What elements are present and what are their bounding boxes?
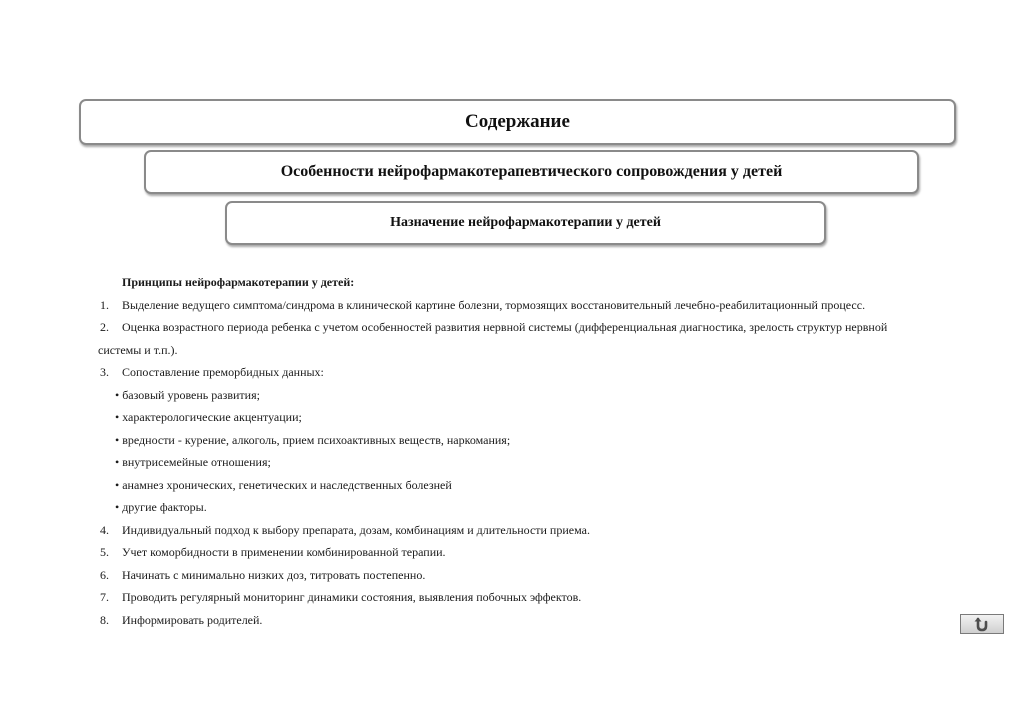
item-text: Индивидуальный подход к выбору препарата, дозам, комбинациям и длительности приема. [122,522,590,537]
sub-item-text: внутрисемейные отношения; [122,455,271,469]
item-number: 3. [100,365,109,379]
principle-item-3 [98,361,928,384]
item-text: Проводить регулярный мониторинг динамики состояния, выявления побочных эффектов. [122,590,582,604]
bullet-icon: • [115,455,120,469]
principles-section [98,271,928,631]
principle-item-1 [98,294,928,317]
subsection-title-box[interactable] [225,201,826,245]
item-text: Выделение ведущего симптома/синдрома в клинической картине болезни, тормозящих восстановительный лечебно-реабилитационный процесс. [122,297,866,312]
item-text: Учет коморбидности в применении комбинированной терапии. [122,545,446,559]
principle-item-8 [98,609,928,632]
item-text: Сопоставление преморбидных данных: [122,365,324,379]
section-title: Особенности нейрофармакотерапевтического сопровождения у детей [280,163,783,180]
principle-item-5 [98,541,928,564]
item-text: Оценка возрастного периода ребенка с учетом особенностей развития нервной системы (дифференциальная диагностика, зрелость структур нервной системы и т.п.). [98,320,888,357]
section-title-box[interactable] [144,150,919,194]
principle-item-4 [98,519,928,542]
sub-item [98,496,928,519]
item-number: 6. [100,567,109,582]
sub-item-text: анамнез хронических, генетических и наследственных болезней [122,477,452,492]
sub-item [98,429,928,452]
sub-item [98,406,928,429]
item-number: 1. [100,297,109,312]
item-number: 7. [100,590,109,604]
sub-item-text: характерологические акцентуации; [122,410,302,424]
principle-item-7 [98,586,928,609]
return-button[interactable] [960,614,1004,634]
return-arrow-icon [973,616,991,632]
item-text: Информировать родителей. [122,612,263,627]
bullet-icon: • [115,432,120,447]
contents-title-box[interactable] [79,99,956,145]
item-number: 2. [100,320,109,334]
principle-item-2 [98,316,928,361]
bullet-icon: • [115,477,120,492]
item-number: 8. [100,612,109,627]
sub-item [98,384,928,407]
principle-item-6 [98,564,928,587]
sub-item-text: вредности - курение, алкоголь, прием психоактивных веществ, наркомания; [122,432,511,447]
item-number: 4. [100,522,109,537]
bullet-icon: • [115,500,120,514]
sub-item-text: базовый уровень развития; [122,387,260,402]
sub-item [98,474,928,497]
subsection-title: Назначение нейрофармакотерапии у детей [390,215,661,230]
bullet-icon: • [115,410,120,424]
bullet-icon: • [115,387,120,402]
sub-item [98,451,928,474]
principles-heading: Принципы нейрофармакотерапии у детей: [122,275,355,289]
item-number: 5. [100,545,109,559]
item-text: Начинать с минимально низких доз, титровать постепенно. [122,567,426,582]
contents-title: Содержание [465,111,570,132]
sub-item-text: другие факторы. [122,500,207,514]
